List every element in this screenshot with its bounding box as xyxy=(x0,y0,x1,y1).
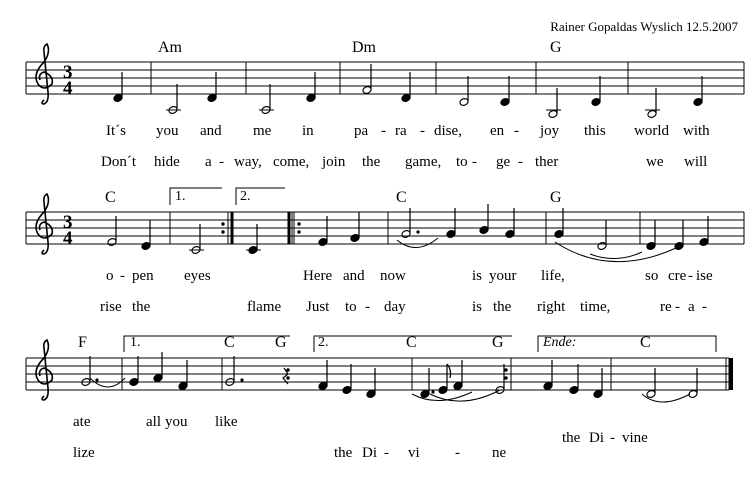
lyric: with xyxy=(683,123,710,139)
lyric: now xyxy=(380,268,406,284)
lyric: day xyxy=(384,299,406,315)
lyric: flame xyxy=(247,299,282,315)
lyric: is xyxy=(472,268,483,284)
chord-c: C xyxy=(105,189,116,206)
lyric: ate xyxy=(73,414,91,430)
lyric: and xyxy=(343,268,365,284)
lyric: life, xyxy=(541,268,565,284)
lyric: dise, xyxy=(434,123,462,139)
time-signature-bottom: 4 xyxy=(63,78,73,99)
lyric: to xyxy=(345,299,357,315)
volta-first-label: 1. xyxy=(175,189,186,204)
time-signature-top: 3 xyxy=(63,212,73,233)
lyric: ra xyxy=(395,123,407,139)
lyric: vine xyxy=(622,430,648,446)
lyric: you xyxy=(156,123,179,139)
chord-g: G xyxy=(550,189,562,206)
lyric: ise xyxy=(696,268,713,284)
chord-c: C xyxy=(396,189,407,206)
lyric: a xyxy=(205,154,212,170)
lyric: the xyxy=(132,299,151,315)
lyric: come, xyxy=(273,154,310,170)
lyric: like xyxy=(215,414,238,430)
lyric: o xyxy=(106,268,114,284)
chord-c: C xyxy=(406,334,417,351)
lyric: the xyxy=(362,154,381,170)
lyric: - xyxy=(420,123,425,139)
lyric: the xyxy=(493,299,512,315)
lyric: ther xyxy=(535,154,559,170)
time-signature-top: 3 xyxy=(63,62,73,83)
composer-credit: Rainer Gopaldas Wyslich 12.5.2007 xyxy=(550,19,738,34)
lyric: - xyxy=(219,154,224,170)
lyric: to xyxy=(456,154,468,170)
lyric: - xyxy=(518,154,523,170)
lyric: - xyxy=(610,430,615,446)
time-signature-bottom: 4 xyxy=(63,228,73,249)
lyric: and xyxy=(200,123,222,139)
chord-dm: Dm xyxy=(352,39,376,56)
lyric: re xyxy=(660,299,672,315)
lyric: eyes xyxy=(184,268,211,284)
lyric: a xyxy=(688,299,695,315)
lyric: pa xyxy=(354,123,369,139)
volta-second-label: 2. xyxy=(318,335,329,350)
lyric: the xyxy=(562,430,581,446)
lyric: - xyxy=(514,123,519,139)
chord-am: Am xyxy=(158,39,182,56)
chord-g: G xyxy=(550,39,562,56)
lyric: you xyxy=(165,414,188,430)
lyric: the xyxy=(334,445,353,461)
lyric: Di xyxy=(589,430,604,446)
chord-c: C xyxy=(640,334,651,351)
lyric: your xyxy=(489,268,517,284)
lyric: pen xyxy=(132,268,154,284)
lyric: Just xyxy=(306,299,330,315)
ende-label: Ende: xyxy=(543,335,577,350)
lyric: rise xyxy=(100,299,122,315)
lyric: - xyxy=(381,123,386,139)
chord-g: G xyxy=(492,334,504,351)
lyric: - xyxy=(384,445,389,461)
lyric: this xyxy=(584,123,606,139)
lyric: me xyxy=(253,123,272,139)
lyric: Don´t xyxy=(101,154,136,170)
lyric: Di xyxy=(362,445,377,461)
lyric: right xyxy=(537,299,566,315)
lyric: - xyxy=(675,299,680,315)
chord-c: C xyxy=(224,334,235,351)
chord-g: G xyxy=(275,334,287,351)
lyric: - xyxy=(702,299,707,315)
lyric: lize xyxy=(73,445,95,461)
lyric: we xyxy=(646,154,664,170)
lyric: ge xyxy=(496,154,511,170)
lyric: way, xyxy=(234,154,262,170)
chord-f: F xyxy=(78,334,87,351)
lyric: time, xyxy=(580,299,611,315)
lyric: is xyxy=(472,299,483,315)
lyric: - xyxy=(688,268,693,284)
lyric: It´s xyxy=(106,123,126,139)
lyric: all xyxy=(146,414,161,430)
lyric: hide xyxy=(154,154,180,170)
lyric: cre xyxy=(668,268,687,284)
lyric: will xyxy=(684,154,708,170)
lyric: - xyxy=(472,154,477,170)
lyric: world xyxy=(634,123,669,139)
lyric: - xyxy=(120,268,125,284)
lyric: joy xyxy=(540,123,560,139)
lyric: - xyxy=(455,445,460,461)
lyric: Here xyxy=(303,268,333,284)
lyric: in xyxy=(302,123,314,139)
lyric: join xyxy=(322,154,346,170)
lyric: vi xyxy=(408,445,420,461)
lyric: en xyxy=(490,123,505,139)
lyric: - xyxy=(365,299,370,315)
lyric: game, xyxy=(405,154,442,170)
lyric: so xyxy=(645,268,659,284)
volta-second-label: 2. xyxy=(240,189,251,204)
volta-first-label: 1. xyxy=(130,335,141,350)
lyric: ne xyxy=(492,445,507,461)
